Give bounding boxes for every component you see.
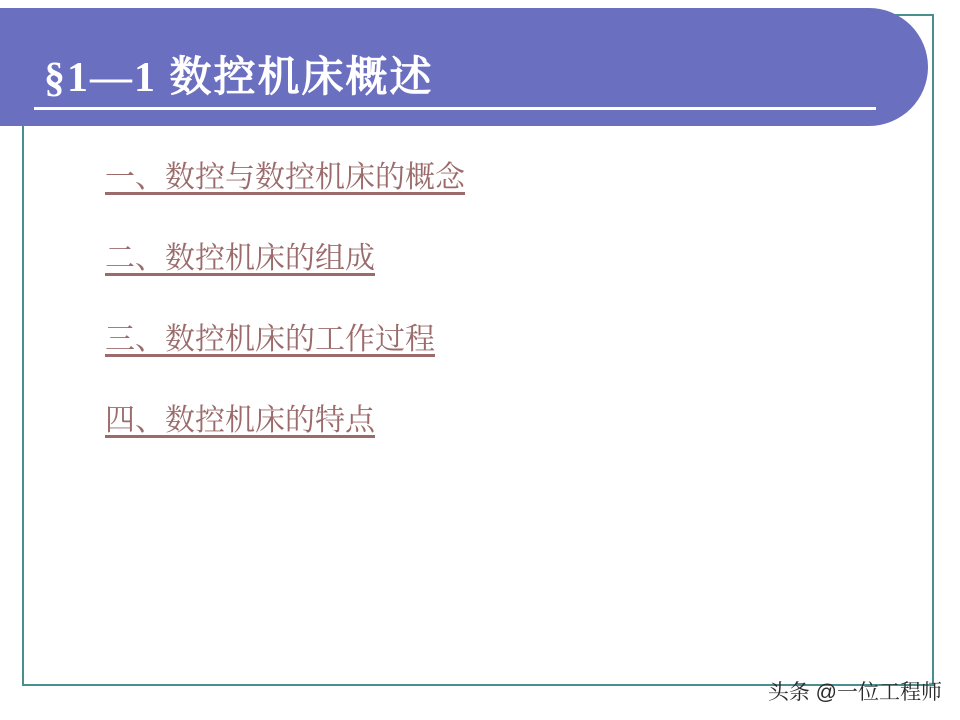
- table-of-contents: [105, 160, 865, 484]
- list-item[interactable]: 三、数控机床的工作过程: [105, 323, 435, 356]
- list-item[interactable]: 四、数控机床的特点: [105, 404, 375, 437]
- slide-header-banner: [0, 8, 928, 126]
- list-item[interactable]: 一、数控与数控机床的概念: [105, 161, 465, 194]
- page-title: §1—1 数控机床概述: [44, 55, 434, 101]
- watermark-text: 头条 @一位工程师: [767, 681, 942, 704]
- list-item[interactable]: 二、数控机床的组成: [105, 242, 375, 275]
